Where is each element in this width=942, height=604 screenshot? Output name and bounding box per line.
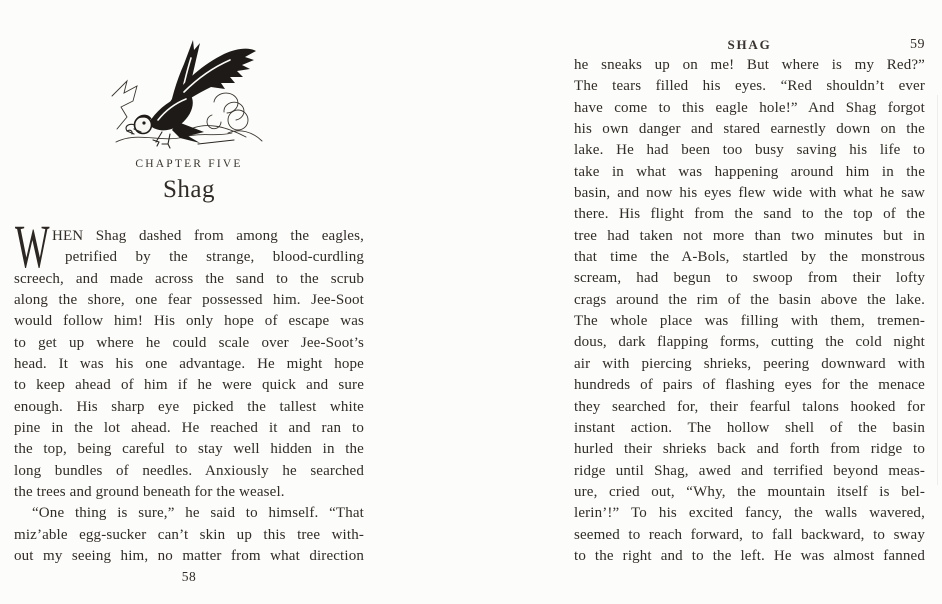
text-line: would follow him! His only hope of escape was <box>14 313 364 330</box>
right-page-body-text <box>574 55 925 567</box>
text-line: The tears filled his eyes. “Red shouldn’t ever <box>574 78 925 95</box>
text-line: air with piercing shrieks, peering downward with <box>574 355 925 372</box>
text-line: petrified by the strange, blood-curdling <box>65 249 364 266</box>
text-line: pine in the lot ahead. He reached it and ran to <box>14 420 364 437</box>
text-line: to keep ahead of him if he were quick and sure <box>14 377 364 394</box>
left-page <box>14 0 364 604</box>
text-line: dous, dark flapping forms, cutting the cold night <box>574 334 925 351</box>
page-number-right: 59 <box>910 37 925 52</box>
text-line: miz’able egg-sucker can’t skin up this tree with- <box>14 526 364 543</box>
text-line: along the shore, one fear possessed him. Jee-Soot <box>14 292 364 309</box>
text-line: they searched for, their fearful talons hooked for <box>574 398 925 415</box>
text-line: his own danger and stared earnestly down on the <box>574 121 925 138</box>
text-line: long bundles of needles. Anxiously he searched <box>14 462 364 479</box>
text-line: enough. His sharp eye picked the tallest white <box>14 398 364 415</box>
text-line: tree had taken not more than two minutes but in <box>574 227 925 244</box>
text-line: The whole place was filling with them, tremen- <box>574 313 925 330</box>
chapter-heading: CHAPTER FIVE <box>135 158 243 170</box>
text-line: lerin’!” To his excited fancy, the walls wavered, <box>574 505 925 522</box>
text-line: lake. He had been too busy saving his life to <box>574 142 925 159</box>
text-line: HEN Shag dashed from among the eagles, <box>52 228 364 244</box>
text-line: out my seeing him, no matter from what direction <box>14 548 364 565</box>
text-line: basin, and now his eyes flew wide with what he saw <box>574 185 925 202</box>
text-line: to get up where he could scale over Jee-Soot’s <box>14 334 364 351</box>
text-line: hurled their shrieks back and forth from ridge to <box>574 441 925 458</box>
page-edge-shadow <box>937 95 938 485</box>
text-line: instant action. The hollow shell of the basin <box>574 419 925 436</box>
text-line: to the right and to the left. He was almost fanned <box>574 547 925 564</box>
text-line: screech, and made across the sand to the scrub <box>14 270 364 287</box>
text-line: that time the A-Bols, startled by the monstrous <box>574 249 925 266</box>
text-line: hundreds of pairs of flashing eyes for the menace <box>574 377 925 394</box>
text-line: head. It was his one advantage. He might hope <box>14 356 364 373</box>
text-line: ure, cried out, “Why, the mountain itself is bel- <box>574 483 925 500</box>
text-line: seemed to reach forward, to fall backward, to sway <box>574 526 925 543</box>
running-header-title: SHAG <box>727 37 772 52</box>
text-line: crags around the rim of the basin above the lake. <box>574 291 925 308</box>
text-line: he sneaks up on me! But where is my Red?” <box>574 57 925 73</box>
page-number-left: 58 <box>181 569 197 584</box>
text-line: scream, had begun to swoop from their lofty <box>574 270 925 287</box>
text-line: ridge until Shag, awed and terrified beyond meas- <box>574 462 925 479</box>
eagle-illustration-icon <box>110 36 270 158</box>
left-page-body-text <box>14 214 364 568</box>
text-line: the top, being careful to stay well hidden in the <box>14 441 364 458</box>
text-line: “One thing is sure,” he said to himself. “That <box>32 505 364 522</box>
text-line: the trees and ground beneath for the weasel. <box>14 484 285 501</box>
text-line: have come to this eagle hole!” And Shag forgot <box>574 99 925 116</box>
drop-cap: W <box>15 214 50 281</box>
text-line: there. His flight from the sand to the top of the <box>574 206 925 223</box>
right-page <box>574 0 925 604</box>
running-header <box>574 37 925 55</box>
text-line: take in what was happening around him in the <box>574 163 925 180</box>
page-title: Shag <box>163 176 215 203</box>
